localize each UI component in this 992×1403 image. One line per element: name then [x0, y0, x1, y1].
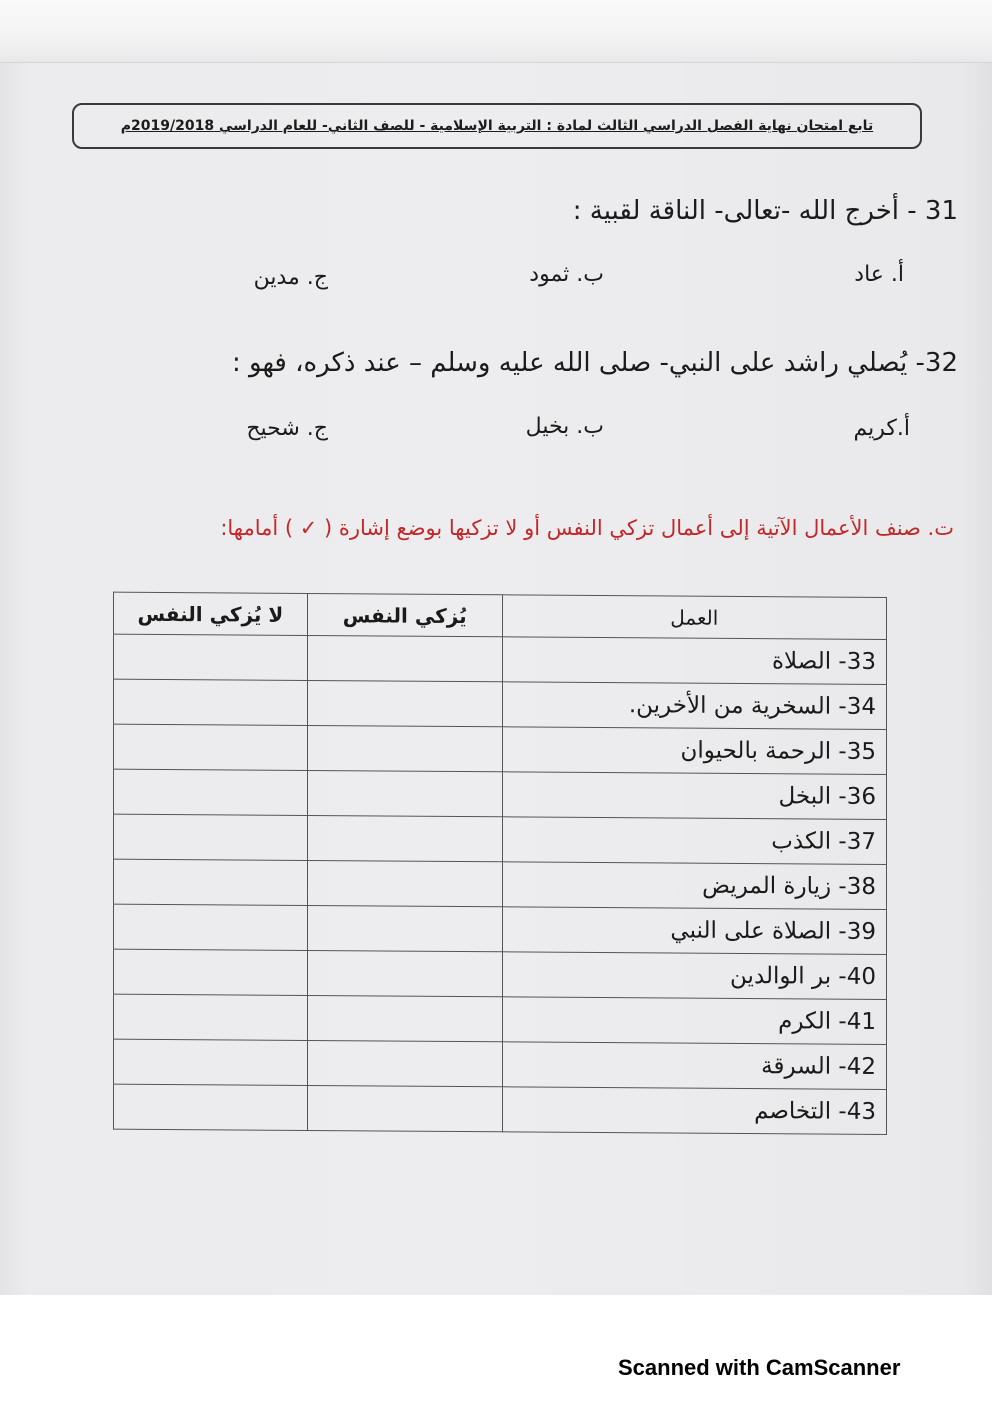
question-31-option-b: ب. ثمود — [529, 262, 604, 287]
purifies-check-cell[interactable] — [307, 860, 502, 906]
row-action-label: 35- الرحمة بالحيوان — [502, 727, 886, 775]
header-action: العمل — [502, 595, 886, 640]
table-row — [114, 1084, 887, 1134]
purifies-check-cell[interactable] — [307, 815, 502, 861]
not-purifies-check-cell[interactable] — [114, 1084, 308, 1130]
row-action-label: 40- بر الوالدين — [502, 952, 886, 1000]
table-row — [114, 769, 887, 819]
table-header-row — [114, 592, 887, 639]
purifies-check-cell[interactable] — [307, 950, 502, 996]
purifies-check-cell[interactable] — [307, 725, 502, 771]
purifies-check-cell[interactable] — [307, 770, 502, 816]
row-action-label: 38- زيارة المريض — [502, 862, 886, 910]
question-32: 32- يُصلي راشد على النبي- صلى الله عليه وسلم – عند ذكره، فهو : — [231, 348, 958, 378]
not-purifies-check-cell[interactable] — [114, 949, 308, 995]
not-purifies-check-cell[interactable] — [114, 859, 308, 905]
row-action-label: 36- البخل — [502, 772, 886, 820]
not-purifies-check-cell[interactable] — [114, 634, 308, 680]
header-purifies-soul: يُزكي النفس — [307, 593, 502, 636]
not-purifies-check-cell[interactable] — [114, 769, 308, 815]
table-row — [114, 994, 887, 1044]
row-action-label: 34- السخرية من الأخرين. — [502, 682, 886, 730]
question-32-option-a: أ.كريم — [853, 416, 910, 441]
exam-header-title: تابع امتحان نهاية الفصل الدراسي الثالث لمادة : التربية الإسلامية - للصف الثاني- للعام الدراسي 2019/2018م — [120, 118, 874, 134]
row-action-label: 33- الصلاة — [502, 637, 886, 685]
row-action-label: 43- التخاصم — [502, 1087, 886, 1135]
table-row — [114, 1039, 887, 1089]
question-31-option-a: أ. عاد — [854, 262, 904, 287]
table-row — [114, 904, 887, 954]
row-action-label: 42- السرقة — [502, 1042, 886, 1090]
classification-table — [113, 592, 887, 1135]
purifies-check-cell[interactable] — [307, 680, 502, 726]
purifies-check-cell[interactable] — [307, 635, 502, 681]
question-31: 31 - أخرج الله -تعالى- الناقة لقبية : — [572, 196, 958, 226]
not-purifies-check-cell[interactable] — [114, 724, 308, 770]
row-action-label: 41- الكرم — [502, 997, 886, 1045]
not-purifies-check-cell[interactable] — [114, 1039, 308, 1085]
page-top-edge — [0, 0, 992, 63]
table-row — [114, 859, 887, 909]
purifies-check-cell[interactable] — [307, 995, 502, 1041]
classification-instruction: ت. صنف الأعمال الآتية إلى أعمال تزكي النفس أو لا تزكيها بوضع إشارة ( ✓ ) أمامها: — [220, 516, 954, 540]
table-row — [114, 679, 887, 729]
table-row — [114, 634, 887, 684]
not-purifies-check-cell[interactable] — [114, 904, 308, 950]
not-purifies-check-cell[interactable] — [114, 994, 308, 1040]
purifies-check-cell[interactable] — [307, 1040, 502, 1086]
table-row — [114, 814, 887, 864]
question-32-option-c: ج. شحيح — [246, 416, 328, 441]
question-31-option-c: ج. مدين — [253, 265, 328, 290]
header-not-purifies-soul: لا يُزكي النفس — [114, 592, 308, 635]
table-row — [114, 724, 887, 774]
not-purifies-check-cell[interactable] — [114, 814, 308, 860]
purifies-check-cell[interactable] — [307, 1085, 502, 1131]
purifies-check-cell[interactable] — [307, 905, 502, 951]
question-32-option-b: ب. بخيل — [525, 414, 604, 439]
exam-header-box — [72, 103, 922, 149]
row-action-label: 39- الصلاة على النبي — [502, 907, 886, 955]
camscanner-watermark: Scanned with CamScanner — [618, 1355, 901, 1380]
row-action-label: 37- الكذب — [502, 817, 886, 865]
not-purifies-check-cell[interactable] — [114, 679, 308, 725]
table-row — [114, 949, 887, 999]
